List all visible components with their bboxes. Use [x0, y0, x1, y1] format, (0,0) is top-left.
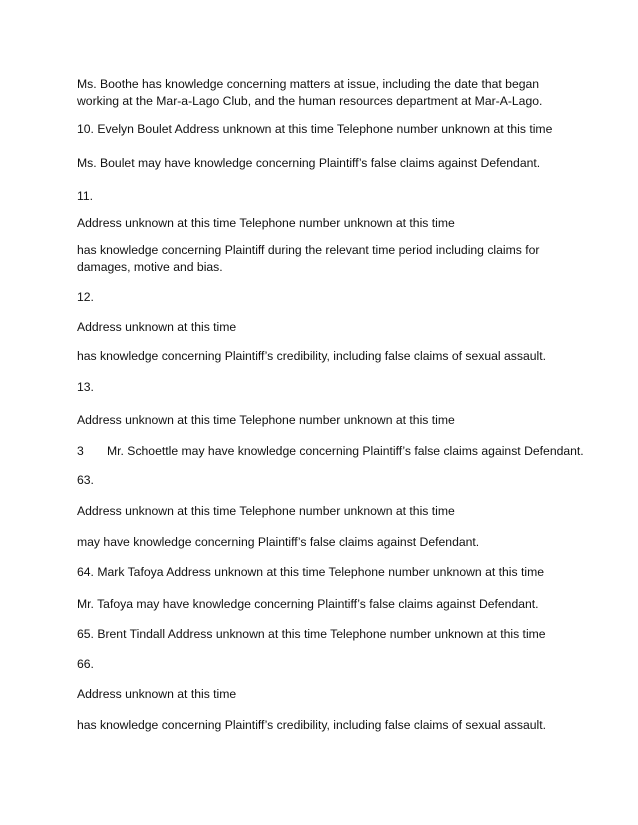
paragraph-boothe-knowledge: Ms. Boothe has knowledge concerning matters at issue, including the date that began working at the Mar-a-Lago Club, and the human resources department at Mar-A-Lago.	[77, 77, 543, 108]
paragraph-witness-66-address: Address unknown at this time	[77, 687, 237, 701]
paragraph-witness-11-knowledge: has knowledge concerning Plaintiff during the relevant time period including claims for damages, motive and bias.	[77, 243, 540, 274]
paragraph-witness-64: 64. Mark Tafoya Address unknown at this time Telephone number unknown at this time	[77, 565, 544, 579]
paragraph-schoettle-knowledge	[77, 443, 584, 460]
paragraph-witness-13-address: Address unknown at this time Telephone number unknown at this time	[77, 413, 455, 427]
paragraph-witness-66-number: 66.	[77, 657, 94, 671]
paragraph-boulet-knowledge: Ms. Boulet may have knowledge concerning Plaintiff’s false claims against Defendant.	[77, 156, 541, 170]
paragraph-witness-11-number: 11.	[77, 189, 94, 203]
paragraph-witness-10: 10. Evelyn Boulet Address unknown at this time Telephone number unknown at this time	[77, 122, 553, 136]
paragraph-witness-63-address: Address unknown at this time Telephone number unknown at this time	[77, 504, 455, 518]
paragraph-witness-63-knowledge: may have knowledge concerning Plaintiff’s false claims against Defendant.	[77, 535, 480, 549]
schoettle-knowledge-text: Mr. Schoettle may have knowledge concerning Plaintiff’s false claims against Defendant.	[107, 444, 584, 458]
paragraph-witness-12-number: 12.	[77, 290, 94, 304]
paragraph-witness-11-address: Address unknown at this time Telephone number unknown at this time	[77, 216, 455, 230]
paragraph-witness-66-knowledge: has knowledge concerning Plaintiff’s credibility, including false claims of sexual assault.	[77, 718, 547, 732]
paragraph-witness-13-number: 13.	[77, 380, 94, 394]
page-number: 3	[77, 444, 84, 458]
paragraph-tafoya-knowledge: Mr. Tafoya may have knowledge concerning Plaintiff’s false claims against Defendant.	[77, 597, 539, 611]
paragraph-witness-12-knowledge: has knowledge concerning Plaintiff’s credibility, including false claims of sexual assault.	[77, 349, 547, 363]
paragraph-witness-63-number: 63.	[77, 473, 94, 487]
paragraph-witness-12-address: Address unknown at this time	[77, 320, 237, 334]
paragraph-witness-65: 65. Brent Tindall Address unknown at this time Telephone number unknown at this time	[77, 627, 546, 641]
